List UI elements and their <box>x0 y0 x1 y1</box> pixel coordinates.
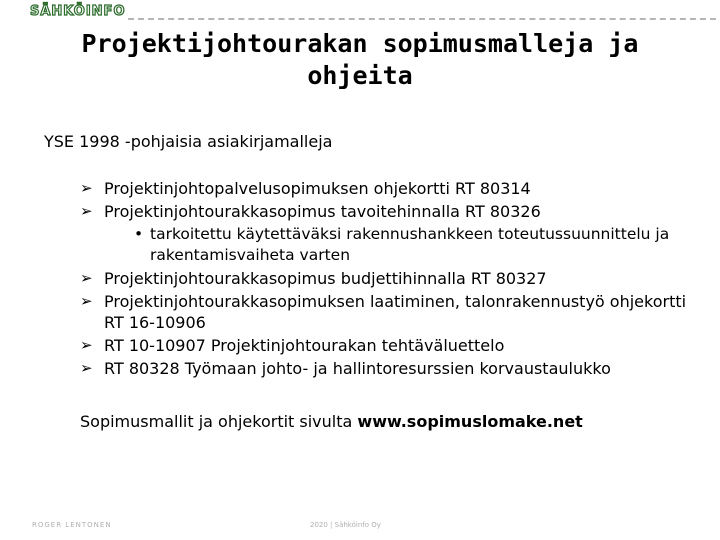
footer-author: ROGER LENTONEN <box>32 521 112 529</box>
source-note <box>80 412 583 431</box>
arrow-bullet-icon: ➢ <box>80 359 93 377</box>
arrow-bullet-icon: ➢ <box>80 292 93 310</box>
website-link[interactable]: www.sopimuslomake.net <box>357 412 583 431</box>
header-divider <box>128 18 716 20</box>
list-item <box>80 268 700 289</box>
list-item <box>80 358 700 379</box>
arrow-bullet-icon: ➢ <box>80 179 93 197</box>
sub-list <box>104 224 700 266</box>
arrow-bullet-icon: ➢ <box>80 269 93 287</box>
list-item-text: Projektinjohtourakkasopimuksen laatiminen, talonrakennustyö ohjekortti RT 16-10906 <box>104 292 687 332</box>
list-item <box>80 201 700 266</box>
page-title: Projektijohtourakan sopimusmalleja ja ohjeita <box>81 29 639 90</box>
list-item-text: Projektinjohtourakkasopimus budjettihinnalla RT 80327 <box>104 269 547 288</box>
source-note-prefix: Sopimusmallit ja ohjekortit sivulta <box>80 412 353 431</box>
arrow-bullet-icon: ➢ <box>80 336 93 354</box>
list-item-text: RT 80328 Työmaan johto- ja hallintoresurssien korvaustaulukko <box>104 359 611 378</box>
list-item <box>80 335 700 356</box>
list-item <box>80 291 700 333</box>
list-item-text: Projektinjohtopalvelusopimuksen ohjekortti RT 80314 <box>104 179 531 198</box>
dot-bullet-icon: • <box>134 225 144 243</box>
list-item-text: RT 10-10907 Projektinjohtourakan tehtäväluettelo <box>104 336 505 355</box>
list-item <box>80 178 700 199</box>
bullet-list <box>80 178 700 381</box>
sub-list-item <box>134 224 700 266</box>
arrow-bullet-icon: ➢ <box>80 202 93 220</box>
footer-copyright: 2020 | Sähköinfo Oy <box>310 521 381 529</box>
sub-list-item-text: tarkoitettu käytettäväksi rakennushankkeen toteutussuunnittelu ja rakentamisvaiheta varten <box>150 225 670 264</box>
intro-text: YSE 1998 -pohjaisia asiakirjamalleja <box>44 132 333 151</box>
list-item-text: Projektinjohtourakkasopimus tavoitehinnalla RT 80326 <box>104 202 541 221</box>
sahkoinfo-logo: SÄHKÖINFO <box>30 4 126 19</box>
